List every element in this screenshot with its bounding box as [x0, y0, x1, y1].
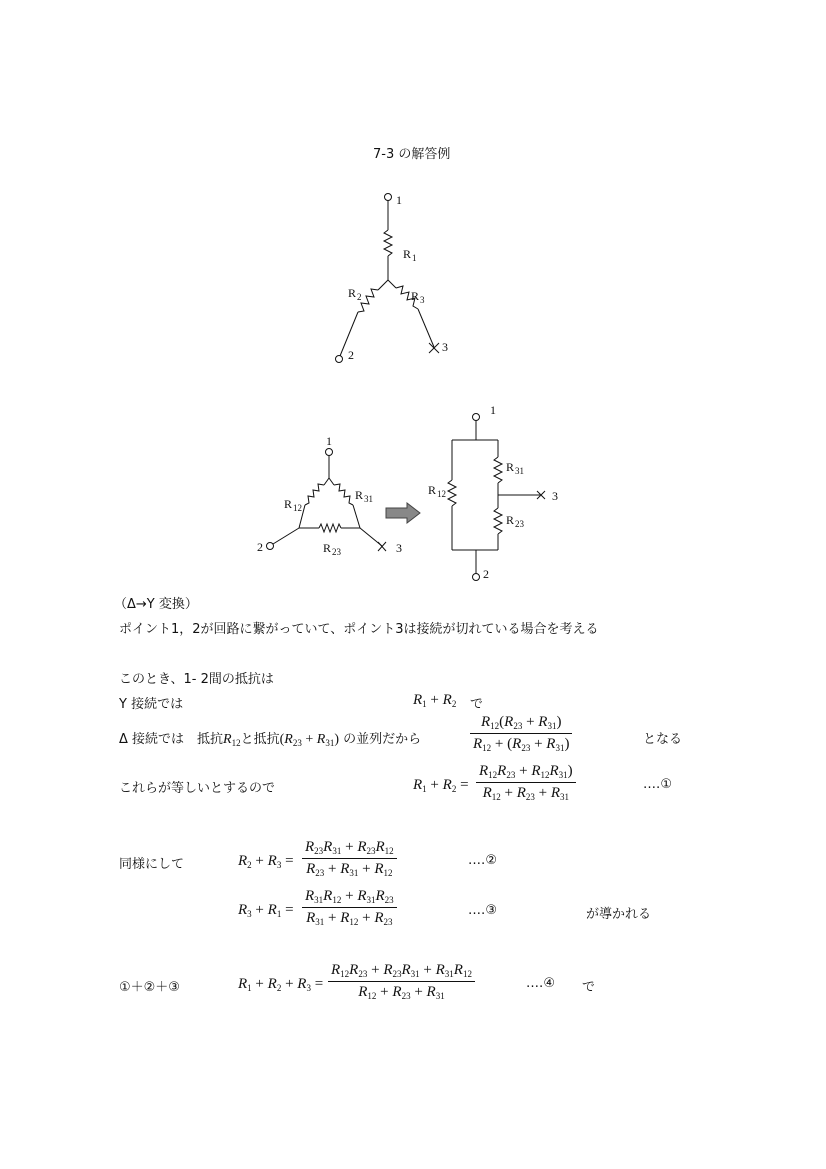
delta-circuit-diagram: [252, 430, 407, 565]
y-r3-label: R: [411, 289, 420, 303]
delta-resistance-fraction: $R_{12}(R_{23} + R_{31})$ $R_{12} + (R_{23} + R_{31})$: [470, 714, 572, 753]
eq1-number: ‥‥①: [643, 777, 673, 792]
eq1-lhs: $R_1 + R_2$ =: [413, 777, 469, 794]
page-title: 7-3 の解答例: [373, 147, 451, 162]
de-text: で: [470, 697, 484, 712]
delta-node1-label: 1: [326, 434, 332, 448]
svg-text:23: 23: [332, 547, 341, 557]
right-arrow-icon: [385, 502, 421, 524]
eq3-number: ‥‥③: [468, 903, 498, 918]
y-node2-label: 2: [348, 348, 354, 362]
delta-r23-label: R: [323, 541, 332, 555]
parallel-node3-label: 3: [552, 489, 558, 503]
intro-text: ポイント1，2が回路に繋がっていて、ポイント3は接続が切れている場合を考える: [119, 622, 599, 637]
svg-text:31: 31: [515, 466, 524, 476]
svg-text:12: 12: [437, 489, 446, 499]
y-node1-label: 1: [396, 193, 402, 207]
svg-text:2: 2: [357, 292, 362, 302]
y-node3-label: 3: [442, 340, 448, 354]
parallel-r31-label: R: [506, 460, 515, 474]
eq1-fraction: $R_{12}R_{23} + R_{12}R_{31}$) $R_{12} + R_{23} + R_{31}$: [476, 763, 576, 802]
svg-text:12: 12: [293, 503, 302, 513]
delta-connection-text: Δ 接続では 抵抗$R_{12}$と抵抗$(R_{23} + R_{31})$ の並列だから: [119, 732, 422, 748]
y-r2-label: R: [348, 286, 357, 300]
eq3-lhs: $R_3 + R_1$ =: [238, 902, 294, 919]
eq4-fraction: $R_{12}R_{23} + R_{23}R_{31} + R_{31}R_{12}$ $R_{12} + R_{23} + R_{31}$: [328, 962, 475, 1001]
svg-text:23: 23: [515, 519, 524, 529]
eq3-fraction: $R_{31}R_{12} + R_{31}R_{23}$ $R_{31} + R_{12} + R_{23}$: [302, 888, 397, 927]
similarly-text: 同様にして: [119, 857, 185, 872]
svg-text:3: 3: [420, 295, 425, 305]
de2-text: で: [582, 980, 596, 995]
conversion-label: （Δ→Y 変換）: [114, 597, 198, 612]
svg-text:31: 31: [364, 494, 373, 504]
sum-label: ①＋②＋③: [119, 980, 180, 995]
this-time-text: このとき、1‐ 2間の抵抗は: [119, 672, 274, 687]
equal-text: これらが等しいとするので: [119, 781, 276, 796]
parallel-node1-label: 1: [490, 403, 496, 417]
eq2-lhs: $R_2 + R_3$ =: [238, 853, 294, 870]
delta-node3-label: 3: [396, 541, 402, 555]
delta-r31-label: R: [355, 488, 364, 502]
delta-node2-label: 2: [257, 540, 263, 554]
y-connection-text: Y 接続では: [119, 697, 184, 712]
eq2-number: ‥‥②: [468, 853, 498, 868]
naru-text: となる: [643, 732, 683, 747]
delta-r12-label: R: [284, 497, 293, 511]
derived-text: が導かれる: [586, 907, 652, 922]
y-circuit-diagram: [320, 185, 470, 370]
eq4-lhs: $R_1 + R_2 + R_3$ =: [238, 976, 324, 993]
eq4-number: ‥‥④: [526, 976, 556, 991]
parallel-circuit-diagram: [420, 400, 580, 585]
y-r1-label: R: [403, 247, 412, 261]
y-resistance-expr: $R_1 + R_2$: [413, 692, 457, 709]
parallel-node2-label: 2: [483, 567, 489, 581]
svg-text:1: 1: [412, 253, 417, 263]
parallel-r23-label: R: [506, 513, 515, 527]
eq2-fraction: $R_{23}R_{31} + R_{23}R_{12}$ $R_{23} + R_{31} + R_{12}$: [302, 839, 397, 878]
parallel-r12-label: R: [428, 483, 437, 497]
